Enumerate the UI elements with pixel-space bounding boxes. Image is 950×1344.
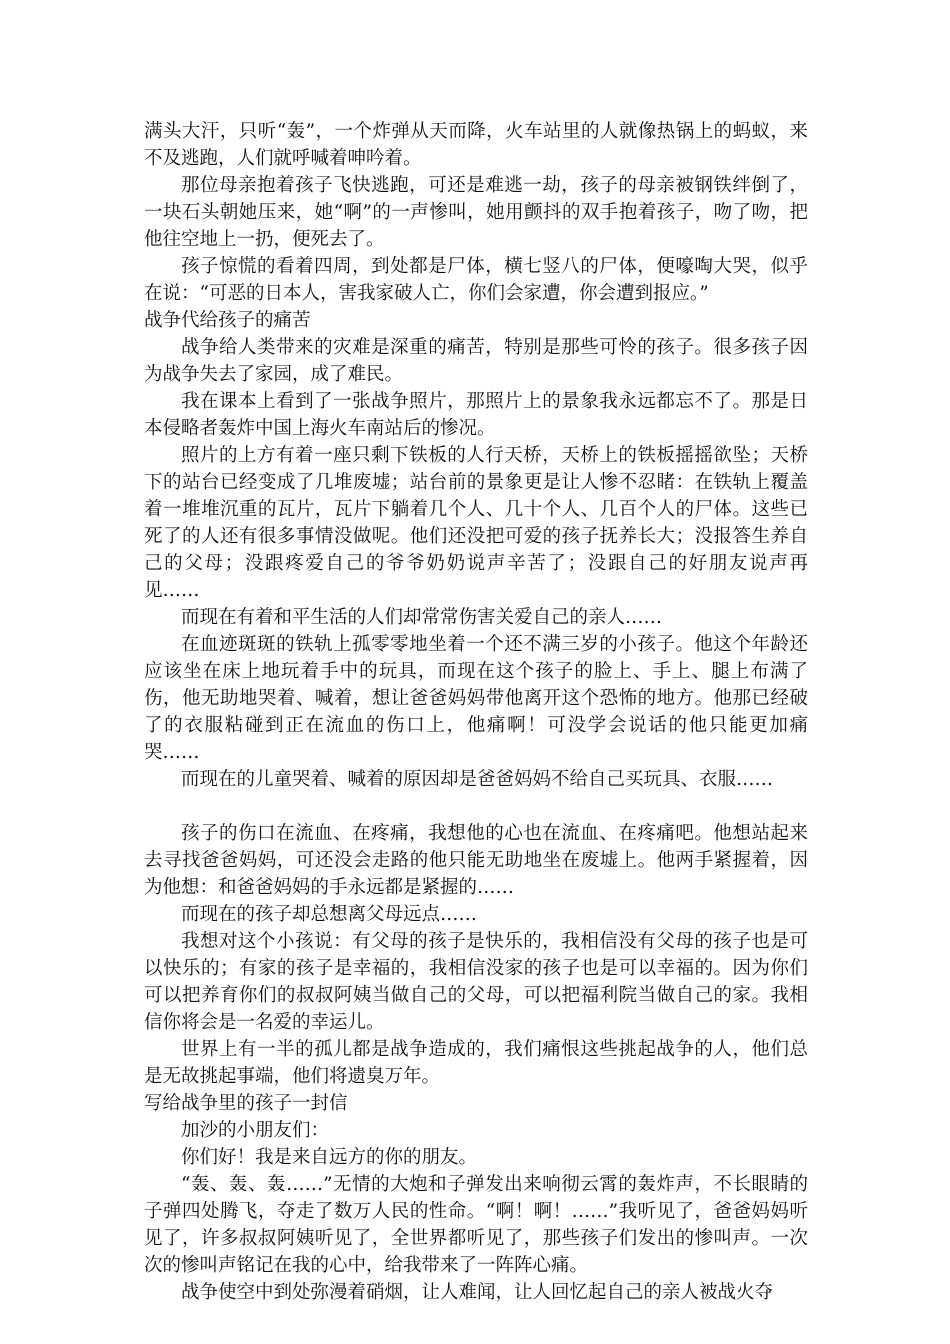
- paragraph-continuation: 满头大汗，只听“轰”，一个炸弹从天而降，火车站里的人就像热锅上的蚂蚁，来不及逃跑，人们就呼喊着呻吟着。: [144, 121, 808, 169]
- paragraph: 孩子的伤口在流血、在疼痛，我想他的心也在流血、在疼痛吧。他想站起来去寻找爸爸妈妈，可还没会走路的他只能无助地坐在废墟上。他两手紧握着，因为他想：和爸爸妈妈的手永远都是紧握的……: [144, 823, 808, 898]
- paragraph: 而现在有着和平生活的人们却常常伤害关爱自己的亲人……: [181, 607, 663, 628]
- paragraph: 那位母亲抱着孩子飞快逃跑，可还是难逃一劫，孩子的母亲被钢铁绊倒了，一块石头朝她压来，她“啊”的一声惨叫，她用颤抖的双手抱着孩子，吻了吻，把他往空地上一扔，便死去了。: [144, 175, 808, 250]
- paragraph: 战争使空中到处弥漫着硝烟，让人难闻，让人回忆起自己的亲人被战火夺: [181, 1282, 774, 1303]
- document-page: [144, 118, 808, 1306]
- paragraph: 在血迹斑斑的铁轨上孤零零地坐着一个还不满三岁的小孩子。他这个年龄还应该坐在床上地玩着手中的玩具，而现在这个孩子的脸上、手上、腿上布满了伤，他无助地哭着、喊着，想让爸爸妈妈带他离开这个恐怖的地方。他那已经破了的衣服粘碰到正在流血的伤口上，他痛啊！可没学会说话的他只能更加痛哭……: [144, 634, 808, 763]
- section-title: 写给战争里的孩子一封信: [144, 1093, 348, 1114]
- paragraph: 我想对这个小孩说：有父母的孩子是快乐的，我相信没有父母的孩子也是可以快乐的；有家的孩子是幸福的，我相信没家的孩子也是可以幸福的。因为你们可以把养育你们的叔叔阿姨当做自己的父母，可以把福利院当做自己的家。我相信你将会是一名爱的幸运儿。: [144, 931, 808, 1033]
- paragraph: 而现在的儿童哭着、喊着的原因却是爸爸妈妈不给自己买玩具、衣服……: [181, 769, 774, 790]
- letter-greeting: 你们好！我是来自远方的你的朋友。: [181, 1147, 478, 1168]
- section-title: 战争代给孩子的痛苦: [144, 310, 311, 331]
- paragraph: 战争给人类带来的灾难是深重的痛苦，特别是那些可怜的孩子。很多孩子因为战争失去了家园，成了难民。: [144, 337, 808, 385]
- letter-salutation: 加沙的小朋友们：: [181, 1120, 330, 1141]
- paragraph: 世界上有一半的孤儿都是战争造成的，我们痛恨这些挑起战争的人，他们总是无故挑起事端，他们将遗臭万年。: [144, 1039, 808, 1087]
- paragraph: “轰、轰、轰……”无情的大炮和子弹发出来响彻云霄的轰炸声，不长眼睛的子弹四处腾飞，夺走了数万人民的性命。“啊！啊！……”我听见了，爸爸妈妈听见了，许多叔叔阿姨听见了，全世界都听见了，那些孩子们发出的惨叫声。一次次的惨叫声铭记在我的心中，给我带来了一阵阵心痛。: [144, 1174, 808, 1276]
- paragraph: 我在课本上看到了一张战争照片，那照片上的景象我永远都忘不了。那是日本侵略者轰炸中国上海火车南站后的惨况。: [144, 391, 808, 439]
- paragraph: 照片的上方有着一座只剩下铁板的人行天桥，天桥上的铁板摇摇欲坠；天桥下的站台已经变成了几堆废墟；站台前的景象更是让人惨不忍睹：在铁轨上覆盖着一堆堆沉重的瓦片，瓦片下躺着几个人、几十个人、几百个人的尸体。这些已死了的人还有很多事情没做呢。他们还没把可爱的孩子抚养长大；没报答生养自己的父母；没跟疼爱自己的爷爷奶奶说声辛苦了；没跟自己的好朋友说声再见……: [144, 445, 808, 601]
- paragraph: 而现在的孩子却总想离父母远点……: [181, 904, 478, 925]
- paragraph: 孩子惊慌的看着四周，到处都是尸体，横七竖八的尸体，便嚎啕大哭，似乎在说：“可恶的日本人，害我家破人亡，你们会家遭，你会遭到报应。”: [144, 256, 808, 304]
- blank-line: [144, 793, 808, 820]
